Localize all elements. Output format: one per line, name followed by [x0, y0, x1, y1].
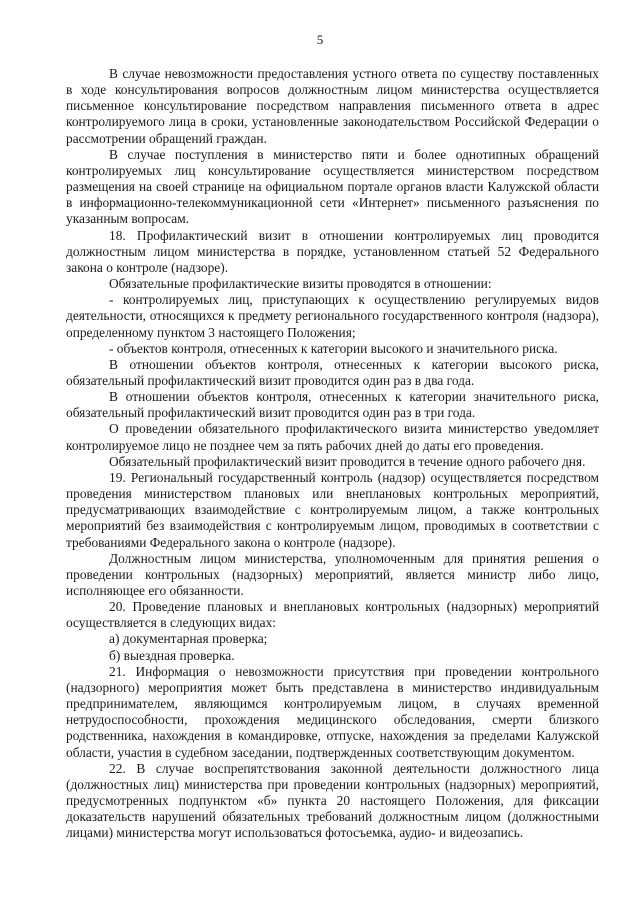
paragraph-19-control-activities: 19. Региональный государственный контроль (надзор) осуществляется посредством проведения министерством плановых или внеплановых контрольных мероприятий, предусматривающих взаимодействие с контролируемым лицом, а также контрольных мероприятий без взаимодействия с контролируемым лицом, проводимых в соответствии с требованиями Федерального закона о контроле (надзоре).	[66, 469, 599, 550]
paragraph-20-inspection-types: 20. Проведение плановых и внеплановых контрольных (надзорных) мероприятий осуществляется в следующих видах:	[66, 599, 599, 631]
document-body	[66, 66, 599, 842]
paragraph-21-absence-information: 21. Информация о невозможности присутствия при проведении контрольного (надзорного) мероприятия может быть представлена в министерство индивидуальным предпринимателем, являющимся контролируемым лицом, в случаях временной нетрудоспособности, прохождения медицинского обследования, смерти близкого родственника, нахождения в командировке, отпуске, нахождения за пределами Калужской области, участия в судебном заседании, подтвержденных соответствующим документом.	[66, 663, 599, 760]
paragraph-visits-risk-objects: - объектов контроля, отнесенных к категории высокого и значительного риска.	[109, 340, 558, 356]
paragraph-decision-authority: Должностным лицом министерства, уполномоченным для принятия решения о проведении контрольных (надзорных) мероприятий, является министр либо лицо, исполняющее его обязанности.	[66, 550, 599, 598]
paragraph-significant-risk-frequency: В отношении объектов контроля, отнесенных к категории значительного риска, обязательный профилактический визит проводится один раз в три года.	[66, 389, 599, 421]
paragraph-consultation-written: В случае невозможности предоставления устного ответа по существу поставленных в ходе консультирования вопросов должностным лицом министерства осуществляется письменное консультирование посредством направления письменного ответа в адрес контролируемого лица в сроки, установленные законодательством Российской Федерации о рассмотрении обращений граждан.	[66, 66, 599, 146]
paragraph-visit-notification: О проведении обязательного профилактического визита министерство уведомляет контролируемое лицо не позднее чем за пять рабочих дней до даты его проведения.	[66, 421, 599, 453]
paragraph-visits-controlled-persons: - контролируемых лиц, приступающих к осуществлению регулируемых видов деятельности, относящихся к предмету регионального государственного контроля (надзора), определенному пунктом 3 настоящего Положения;	[66, 292, 599, 340]
paragraph-visit-duration: Обязательный профилактический визит проводится в течение одного рабочего дня.	[109, 453, 586, 469]
paragraph-documentary-inspection: а) документарная проверка;	[109, 631, 268, 647]
page-number: 5	[316, 32, 324, 47]
paragraph-18-preventive-visit: 18. Профилактический визит в отношении контролируемых лиц проводится должностным лицом министерства в порядке, установленном статьей 52 Федерального закона о контроле (надзоре).	[66, 227, 599, 275]
paragraph-22-obstruction-recording: 22. В случае воспрепятствования законной деятельности должностного лица (должностных лиц) министерства при проведении контрольных (надзорных) мероприятий, предусмотренных подпунктом «б» пункта 20 настоящего Положения, для фиксации доказательств нарушений обязательных требований должностным лицом (должностными лицами) министерства могут использоваться фотосъемка, аудио- и видеозапись.	[66, 760, 599, 841]
paragraph-mandatory-visits-intro: Обязательные профилактические визиты проводятся в отношении:	[109, 276, 492, 292]
paragraph-consultation-internet: В случае поступления в министерство пяти и более однотипных обращений контролируемых лиц консультирование осуществляется министерством посредством размещения на своей странице на официальном портале органов власти Калужской области в информационно-телекоммуникационной сети «Интернет» письменного разъяснения по указанным вопросам.	[66, 146, 599, 227]
paragraph-onsite-inspection: б) выездная проверка.	[109, 647, 235, 663]
paragraph-high-risk-frequency: В отношении объектов контроля, отнесенных к категории высокого риска, обязательный профилактический визит проводится один раз в два года.	[66, 356, 599, 388]
